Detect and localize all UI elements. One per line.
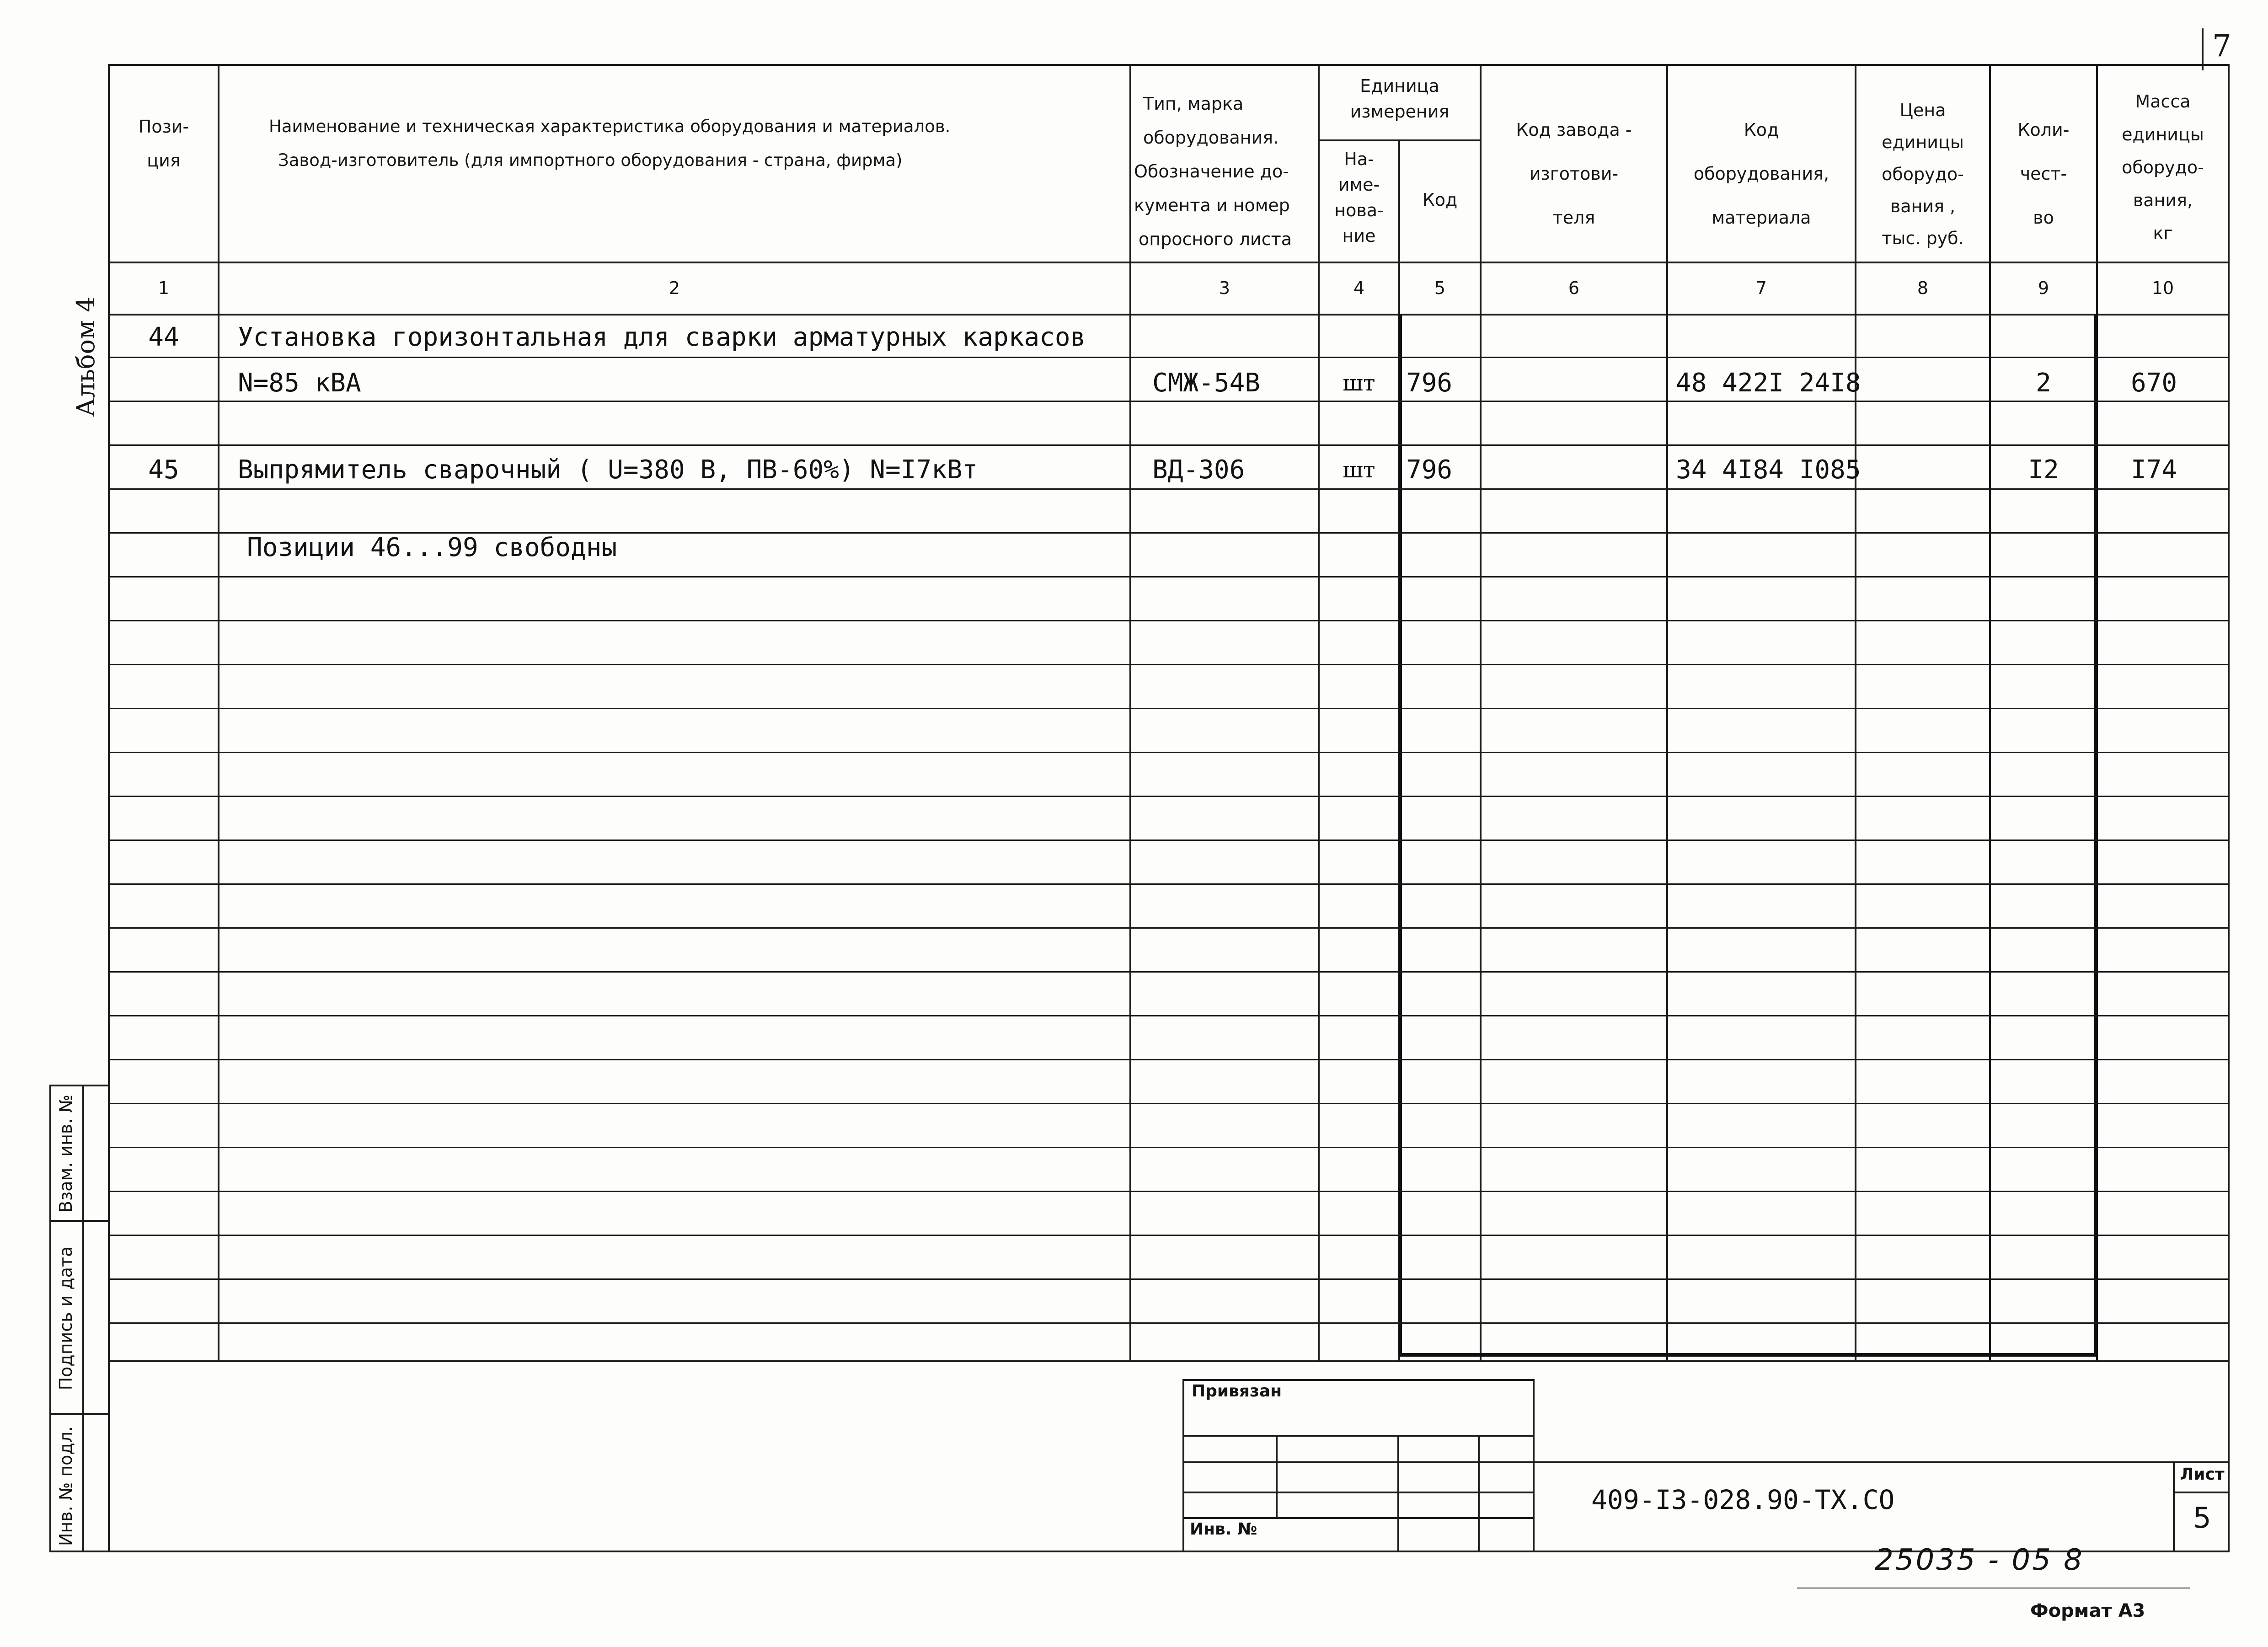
unit-subheader-line bbox=[1318, 139, 1480, 141]
inv-podl-label: Инв. № подл. bbox=[56, 1426, 76, 1546]
body-row-line bbox=[108, 971, 2228, 973]
colnum-9: 9 bbox=[2038, 278, 2049, 298]
body-row-line bbox=[108, 1235, 2228, 1236]
row-45-equipment-code: 34 4I84 I085 bbox=[1676, 455, 1861, 485]
table-top-border bbox=[108, 64, 2228, 66]
colnum-4: 4 bbox=[1353, 278, 1365, 298]
row-44-mass: 670 bbox=[2131, 368, 2177, 398]
row-44-name: Установка горизонтальная для сварки арматурных каркасов bbox=[238, 322, 1086, 352]
header-unit-code: Код bbox=[1422, 190, 1458, 210]
row-45-type: ВД-306 bbox=[1152, 455, 1245, 485]
title-block-top-line bbox=[1535, 1461, 2230, 1463]
header-unit-group: Единица измерения bbox=[1350, 76, 1450, 122]
stamp-line-1 bbox=[1182, 1435, 1535, 1437]
header-factory-code: Код завода - изготови- теля bbox=[1516, 120, 1632, 228]
header-name: Наименование и техническая характеристика оборудования и материалов. Завод-изготовитель (для импортного оборудования - страна, фирма) bbox=[269, 117, 951, 170]
colnum-2: 2 bbox=[669, 278, 680, 298]
body-row-line bbox=[108, 796, 2228, 797]
stamp-vline-3 bbox=[1478, 1435, 1480, 1552]
body-row-line bbox=[108, 883, 2228, 885]
stamp-inv-no: Инв. № bbox=[1190, 1520, 1257, 1539]
body-row-line bbox=[108, 1147, 2228, 1148]
document-code: 409-I3-028.90-TX.CO bbox=[1591, 1484, 1895, 1515]
row-44-unit-code: 796 bbox=[1406, 368, 1453, 398]
col-line-2 bbox=[1129, 64, 1131, 1362]
row-44-unit: шт bbox=[1343, 370, 1375, 396]
colnum-1: 1 bbox=[158, 278, 170, 298]
row-44-power: N=85 кВА bbox=[238, 368, 361, 398]
header-position: Пози- ция bbox=[138, 117, 189, 171]
body-row-line bbox=[108, 1322, 2228, 1324]
colnum-3: 3 bbox=[1219, 278, 1230, 298]
vzam-inv-label: Взам. инв. № bbox=[56, 1095, 76, 1213]
header-equipment-code: Код оборудования, материала bbox=[1693, 120, 1829, 228]
colnum-10: 10 bbox=[2151, 278, 2174, 298]
row-44-position: 44 bbox=[148, 322, 179, 352]
body-row-line bbox=[108, 1103, 2228, 1104]
stamp-line-2 bbox=[1182, 1461, 1535, 1463]
body-row-line bbox=[108, 708, 2228, 709]
col-line-3 bbox=[1318, 64, 1320, 1362]
body-row-line bbox=[108, 664, 2228, 665]
body-row-line bbox=[108, 1015, 2228, 1016]
sheet-cell-line bbox=[2173, 1492, 2228, 1493]
left-margin-divider bbox=[82, 1085, 84, 1552]
handwritten-archive-number: 25035 - 05 8 bbox=[1875, 1543, 2084, 1577]
body-row-line bbox=[108, 927, 2228, 929]
header-mass: Масса единицы оборудо- вания, кг bbox=[2122, 91, 2204, 243]
sheet-label: Лист bbox=[2180, 1465, 2225, 1484]
stamp-line-4 bbox=[1182, 1517, 1535, 1519]
col-line-1 bbox=[218, 64, 219, 1362]
left-margin-line-2 bbox=[49, 1413, 110, 1415]
row-45-position: 45 bbox=[148, 455, 179, 485]
sheet-number: 5 bbox=[2193, 1501, 2211, 1535]
colnum-7: 7 bbox=[1755, 278, 1767, 298]
header-price: Цена единицы оборудо- вания , тыс. руб. bbox=[1882, 100, 1964, 248]
body-row-line bbox=[108, 752, 2228, 753]
colnum-8: 8 bbox=[1917, 278, 1929, 298]
header-quantity: Коли- чест- во bbox=[2017, 120, 2070, 228]
stamp-vline-1 bbox=[1276, 1435, 1278, 1519]
album-label: Альбом 4 bbox=[71, 296, 100, 417]
stamp-vline-2 bbox=[1397, 1435, 1399, 1552]
body-row-line bbox=[108, 1191, 2228, 1192]
row-45-quantity: I2 bbox=[2028, 455, 2059, 485]
row-45-unit: шт bbox=[1343, 457, 1375, 483]
corner-sheet-number: 7 bbox=[2212, 28, 2231, 64]
free-positions-note: Позиции 46...99 свободны bbox=[247, 533, 617, 562]
colnum-5: 5 bbox=[1434, 278, 1446, 298]
row-45-unit-code: 796 bbox=[1406, 455, 1453, 485]
body-row-line bbox=[108, 1278, 2228, 1280]
header-unit-name: На- име- нова- ние bbox=[1334, 149, 1384, 246]
stamp-privyazan: Привязан bbox=[1192, 1382, 1282, 1401]
colnum-6: 6 bbox=[1568, 278, 1580, 298]
format-label: Формат А3 bbox=[2030, 1600, 2145, 1621]
row-44-type: СМЖ-54В bbox=[1152, 368, 1261, 398]
header-type: Тип, марка оборудования. Обозначение до- кумента и номер опросного листа bbox=[1134, 94, 1292, 249]
row-44-equipment-code: 48 422I 24I8 bbox=[1676, 368, 1861, 398]
podpis-data-label: Подпись и дата bbox=[56, 1246, 76, 1390]
row-45-mass: I74 bbox=[2131, 455, 2177, 485]
body-row-line bbox=[108, 840, 2228, 841]
row-45-name: Выпрямитель сварочный ( U=380 В, ПВ-60%) N=I7кВт bbox=[238, 455, 978, 485]
stamp-line-3 bbox=[1182, 1492, 1535, 1493]
body-row-line bbox=[108, 444, 2228, 446]
row-44-quantity: 2 bbox=[2036, 368, 2051, 398]
sheet-cell-divider bbox=[2173, 1461, 2175, 1552]
frame-right-line bbox=[2228, 64, 2230, 1552]
body-row-line bbox=[108, 620, 2228, 621]
body-row-line bbox=[108, 1059, 2228, 1060]
table-bottom-line bbox=[108, 1360, 2228, 1362]
body-row-line bbox=[108, 576, 2228, 578]
